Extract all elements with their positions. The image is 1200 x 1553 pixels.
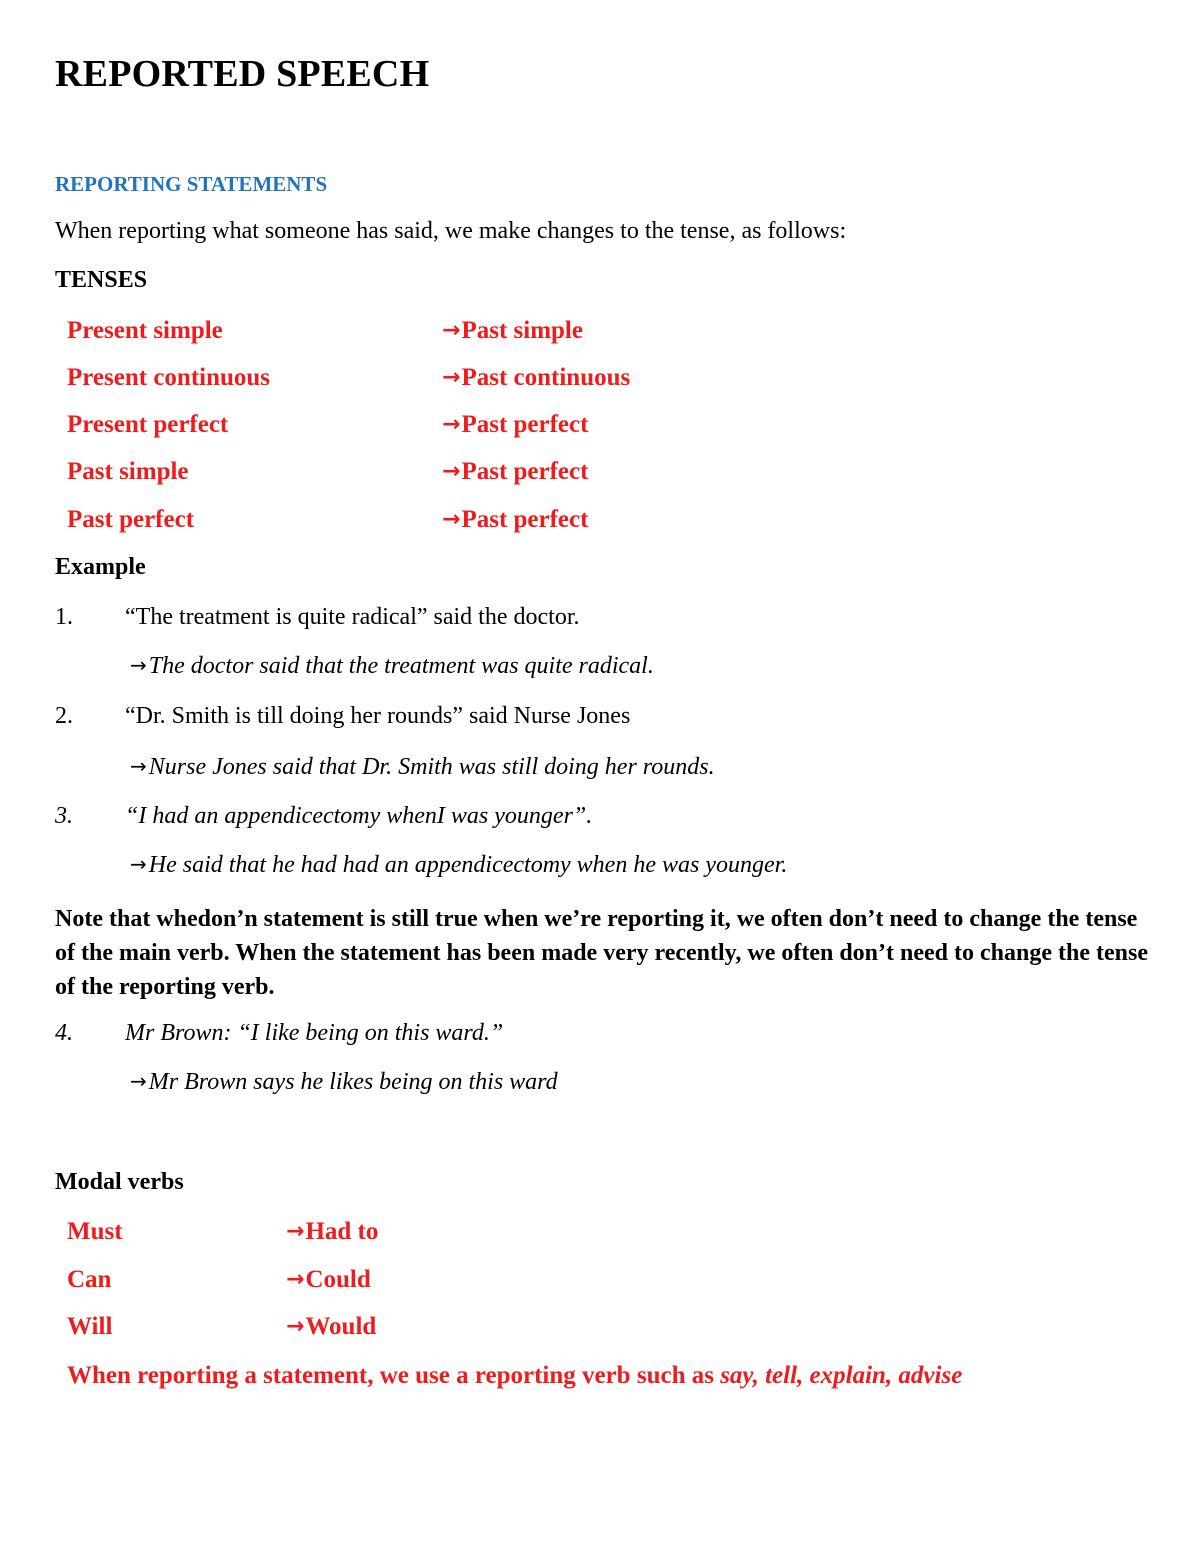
tense-row [67, 317, 767, 349]
tense-from: Past perfect [67, 506, 195, 533]
modal-to: →Had to [286, 1218, 379, 1245]
arrow-icon: → [130, 653, 147, 677]
arrow-icon: → [442, 365, 461, 390]
modal-to: →Would [286, 1313, 377, 1340]
arrow-icon: → [286, 1314, 305, 1339]
reporting-verbs: say, tell, explain, advise [720, 1362, 963, 1389]
tenses-heading: TENSES [55, 267, 148, 293]
modal-from: Must [67, 1218, 123, 1245]
example-number: 4. [55, 1020, 73, 1046]
tense-to: →Past perfect [442, 411, 589, 438]
arrow-icon: → [442, 507, 461, 532]
example-item [55, 1020, 1055, 1050]
example-reported: →He said that he had had an appendicectomy when he was younger. [130, 852, 788, 878]
modal-to: →Could [286, 1266, 371, 1293]
modal-from: Can [67, 1266, 112, 1293]
modal-heading: Modal verbs [55, 1169, 184, 1195]
page-title: REPORTED SPEECH [55, 53, 430, 95]
example-reported: →Nurse Jones said that Dr. Smith was still doing her rounds. [130, 754, 715, 780]
example-item [55, 803, 1055, 833]
modal-row [67, 1313, 567, 1345]
arrow-icon: → [442, 459, 461, 484]
tense-to: →Past simple [442, 317, 583, 344]
tense-from: Present continuous [67, 364, 271, 391]
example-reported: →Mr Brown says he likes being on this ward [130, 1069, 558, 1095]
example-number: 2. [55, 703, 73, 729]
tense-from: Present perfect [67, 411, 229, 438]
note-paragraph: Note that whedon’n statement is still true when we’re reporting it, we often don’t need to change the tense of the main verb. When the statement has been made very recently, we often don’t need to change the tense of the reporting verb. [55, 906, 1148, 1000]
modal-from: Will [67, 1313, 113, 1340]
tense-to: →Past perfect [442, 506, 589, 533]
example-quote: Mr Brown: “I like being on this ward.” [125, 1020, 504, 1046]
tense-row [67, 411, 767, 443]
example-item [55, 703, 1055, 733]
example-reported: →The doctor said that the treatment was quite radical. [130, 653, 654, 679]
section-heading: REPORTING STATEMENTS [55, 172, 328, 196]
tense-to: →Past perfect [442, 458, 589, 485]
example-quote: “I had an appendicectomy whenI was younger”. [125, 803, 593, 829]
example-quote: “The treatment is quite radical” said the doctor. [125, 604, 580, 630]
tense-from: Present simple [67, 317, 223, 344]
arrow-icon: → [130, 1069, 147, 1093]
intro-text: When reporting what someone has said, we make changes to the tense, as follows: [55, 218, 847, 244]
tense-row [67, 458, 767, 490]
arrow-icon: → [286, 1267, 305, 1292]
example-heading: Example [55, 554, 146, 580]
arrow-icon: → [130, 754, 147, 778]
arrow-icon: → [442, 412, 461, 437]
arrow-icon: → [130, 852, 147, 876]
modal-row [67, 1218, 567, 1250]
tense-row [67, 364, 767, 396]
tense-to: →Past continuous [442, 364, 631, 391]
arrow-icon: → [286, 1219, 305, 1244]
tense-from: Past simple [67, 458, 189, 485]
tense-row [67, 506, 767, 538]
closing-text: When reporting a statement, we use a reporting verb such as [67, 1362, 721, 1389]
example-item [55, 604, 1055, 634]
closing-statement [67, 1362, 962, 1390]
example-number: 1. [55, 604, 73, 630]
arrow-icon: → [442, 318, 461, 343]
modal-row [67, 1266, 567, 1298]
example-quote: “Dr. Smith is till doing her rounds” said Nurse Jones [125, 703, 631, 729]
example-number: 3. [55, 803, 73, 829]
